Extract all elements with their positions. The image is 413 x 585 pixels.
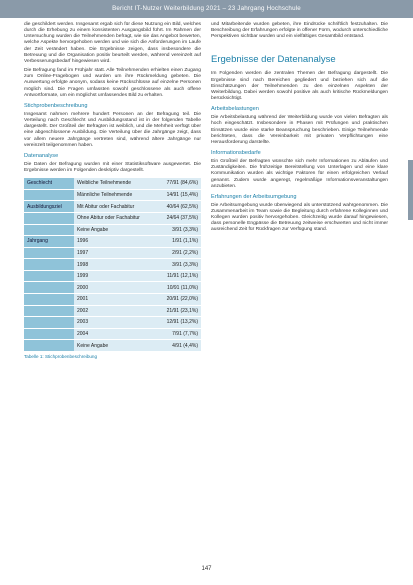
section-heading-data: Datenanalyse [24, 152, 59, 159]
row-group-cell [24, 305, 74, 317]
paragraph: Die Befragung fand im Frühjahr statt. Alle Teilnehmenden erhielten einen Zugang zum Online-Fragebogen und wurden um ihre Rückmeldung gebeten. Die Auswertung erfolgte anonym, sodass keine Rückschlüsse auf einzelne Personen möglich sind. Die Fragen umfassten sowohl geschlossene als auch offene Antwortformate, um ein möglichst umfassendes Bild zu erhalten. [24, 68, 201, 98]
table-row [24, 247, 201, 259]
table-row [24, 282, 201, 294]
section-title-results: Ergebnisse der Datenanalyse [211, 54, 336, 66]
table-row [24, 178, 201, 189]
row-label-cell: 1999 [74, 270, 145, 282]
paragraph: Die Arbeitsbelastung während der Weiterbildung wurde von vielen Befragten als hoch eingeschätzt. Insbesondere in Phasen mit Prüfungen und praktischen Einsätzen wurde eine starke Beanspruchung beschrieben. Einige Teilnehmende berichteten, dass die Vereinbarkeit mit privaten Verpflichtungen eine Herausforderung darstellte. [211, 115, 388, 145]
row-value-cell: 14/91 (15,4%) [145, 189, 201, 201]
row-value-cell: 11/91 (12,1%) [145, 270, 201, 282]
row-value-cell: 3/91 (3,3%) [145, 259, 201, 271]
row-value-cell: 7/91 (7,7%) [145, 328, 201, 340]
table-row [24, 189, 201, 201]
row-label-cell: Keine Angabe [74, 340, 145, 352]
paragraph: Die Arbeitsumgebung wurde überwiegend als unterstützend wahrgenommen. Die Zusammenarbeit im Team sowie die Begleitung durch erfahrene Kolleginnen und Kollegen wurden positiv hervorgehoben. Gleichzeitig wurde darauf hingewiesen, dass personelle Engpässe die Betreuung zeitweise erschwerten und nicht immer ausreichend Zeit für Rückfragen zur Verfügung stand. [211, 202, 388, 233]
paragraph: Ein Großteil der Befragten wünschte sich mehr Informationen zu Abläufen und Zuständigkeiten. Die frühzeitige Bereitstellung von Unterlagen und eine klare Kommunikation wurden als wichtige Faktoren für einen erfolgreichen Verlauf genannt. Zudem wurde angeregt, regelmäßige Informationsveranstaltungen anzubieten. [211, 159, 388, 189]
right-column [211, 22, 388, 237]
row-label-cell: 1997 [74, 247, 145, 259]
paragraph: die geschildert werden. Insgesamt ergab sich für diese Nutzung ein Bild, welches durch die Erhebung zu einem konsistenten Ausgangsbild führt. Im Rahmen der Untersuchung wurden die Teilnehmenden befragt, wie sie das Angebot bewerten, welche Aspekte hervorgehoben werden und wie sich die Anforderungen im Laufe der Zeit verändert haben. Die Ergebnisse zeigen, dass insbesondere die Betreuung und die Organisation positiv beurteilt werden, während vereinzelt auf Verbesserungsbedarf hingewiesen wird. [24, 22, 201, 64]
row-value-cell: 40/64 (62,5%) [145, 201, 201, 213]
table-row [24, 224, 201, 236]
table-row [24, 305, 201, 317]
paragraph: Die Daten der Befragung wurden mit einer Statistiksoftware ausgewertet. Die Ergebnisse werden im Folgenden deskriptiv dargestellt. [24, 161, 201, 173]
row-label-cell: 2002 [74, 305, 145, 317]
row-label-cell: 2000 [74, 282, 145, 294]
row-group-cell [24, 340, 74, 352]
subheading-experience: Erfahrungen der Arbeitsumgebung [211, 193, 297, 200]
row-value-cell: 20/91 (22,0%) [145, 294, 201, 306]
paragraph: Insgesamt nahmen mehrere hundert Personen an der Befragung teil. Die Verteilung nach Geschlecht und Ausbildungsstand ist in der folgenden Tabelle dargestellt. Der Großteil der Befragten ist weiblich, und die Mehrheit verfügt über eine abgeschlossene Ausbildung. Die Verteilung über die Jahrgänge zeigt, dass vor allem neuere Jahrgänge vertreten sind, während ältere Jahrgänge nur vereinzelt teilgenommen haben. [24, 111, 201, 148]
table-row [24, 270, 201, 282]
row-group-cell: Ausbildungsziel [24, 201, 74, 213]
table-row [24, 294, 201, 306]
page-number: 147 [201, 566, 212, 572]
table-row [24, 317, 201, 329]
row-label-cell: Ohne Abitur oder Fachabitur [74, 212, 145, 224]
row-value-cell: 1/91 (1,1%) [145, 236, 201, 248]
row-group-cell [24, 247, 74, 259]
row-label-cell: 1998 [74, 259, 145, 271]
row-value-cell: 10/91 (11,0%) [145, 282, 201, 294]
row-label-cell: Weibliche Teilnehmende [74, 178, 145, 189]
row-label-cell: Männliche Teilnehmende [74, 189, 145, 201]
row-label-cell: 1996 [74, 236, 145, 248]
table-caption: Tabelle 1: Stichprobenbeschreibung [24, 354, 98, 360]
row-group-cell [24, 212, 74, 224]
row-group-cell [24, 282, 74, 294]
subheading-workload: Arbeitsbelastungen [211, 106, 259, 113]
row-group-cell [24, 224, 74, 236]
row-group-cell [24, 259, 74, 271]
table-row [24, 328, 201, 340]
page-header: Bericht IT-Nutzer Weiterbildung 2021 – 23 Jahrgang Hochschule [0, 0, 413, 18]
row-value-cell: 4/91 (4,4%) [145, 340, 201, 352]
row-value-cell: 24/64 (37,5%) [145, 212, 201, 224]
left-column [24, 22, 201, 360]
row-group-cell [24, 294, 74, 306]
row-value-cell: 12/91 (13,2%) [145, 317, 201, 329]
subheading-information: Informationsbedarfe [211, 150, 261, 157]
row-value-cell: 3/91 (3,3%) [145, 224, 201, 236]
row-value-cell: 77/91 (84,6%) [145, 178, 201, 189]
row-group-cell: Geschlecht [24, 178, 74, 189]
table-row [24, 259, 201, 271]
side-marker [408, 160, 413, 220]
paragraph: und Mitarbeitende wurden gebeten, ihre Eindrücke schriftlich festzuhalten. Die Beschreibung der Erfahrungen erfolgte in offener Form, wodurch unterschiedliche Perspektiven sichtbar wurden und ein vielfältiges Gesamtbild entstand. [211, 22, 388, 40]
table-row [24, 236, 201, 248]
row-label-cell: Keine Angabe [74, 224, 145, 236]
row-label-cell: Mit Abitur oder Fachabitur [74, 201, 145, 213]
row-group-cell [24, 189, 74, 201]
row-label-cell: 2001 [74, 294, 145, 306]
section-heading-sample: Stichprobenbeschreibung [24, 102, 88, 109]
row-group-cell [24, 270, 74, 282]
row-group-cell [24, 328, 74, 340]
row-label-cell: 2004 [74, 328, 145, 340]
table-row [24, 201, 201, 213]
paragraph: Im Folgenden werden die zentralen Themen der Befragung dargestellt. Die Ergebnisse sind nach Bereichen gegliedert und beziehen sich auf die Einschätzungen der Teilnehmenden zu den einzelnen Aspekten der Weiterbildung. Dabei werden sowohl positive als auch kritische Rückmeldungen berücksichtigt. [211, 71, 388, 102]
table-row [24, 212, 201, 224]
sample-table [24, 178, 201, 352]
table-row [24, 340, 201, 352]
row-value-cell: 2/91 (2,2%) [145, 247, 201, 259]
row-label-cell: 2003 [74, 317, 145, 329]
row-group-cell: Jahrgang [24, 236, 74, 248]
row-group-cell [24, 317, 74, 329]
row-value-cell: 21/91 (23,1%) [145, 305, 201, 317]
